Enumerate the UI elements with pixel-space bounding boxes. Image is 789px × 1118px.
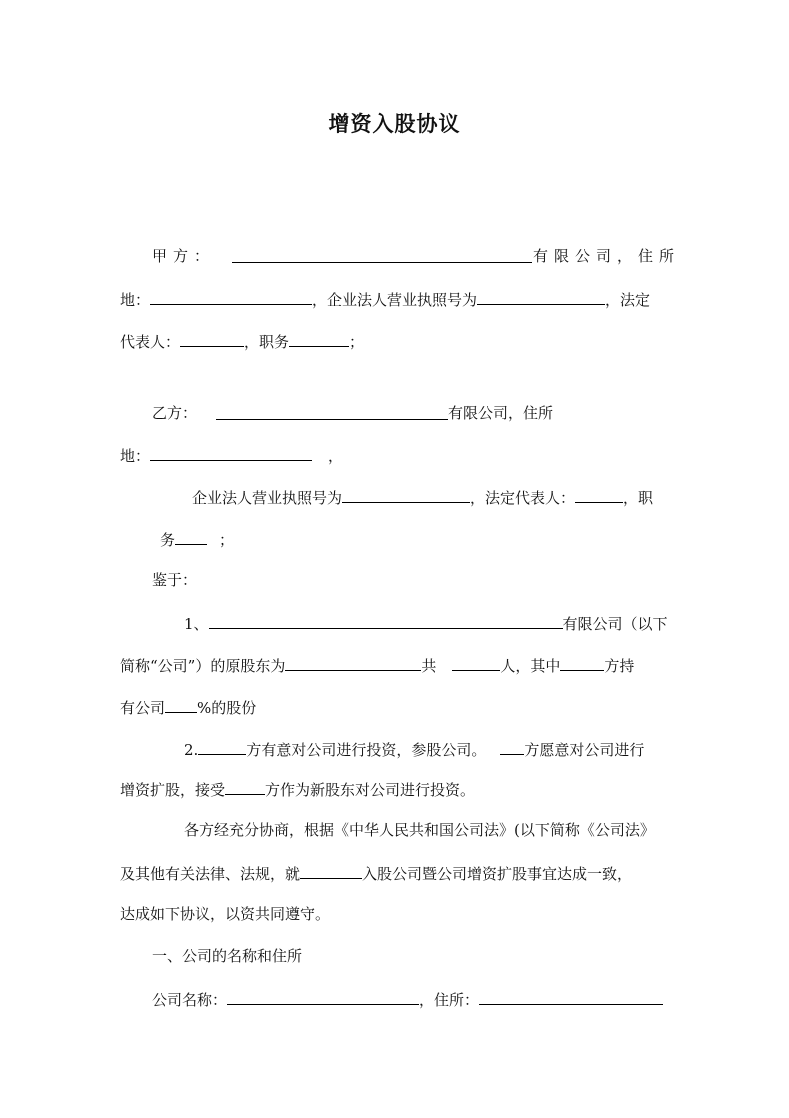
section1-name-label: 公司名称： [152, 991, 228, 1009]
section1-company-name-field[interactable] [227, 988, 419, 1005]
party-b-position-line [160, 528, 234, 550]
clause1-line2-d: 方持 [604, 657, 635, 675]
clause2-line2 [120, 778, 475, 800]
negotiation-line1: 各方经充分协商，根据《中华人民共和国公司法》(以下简称《公司法》 [184, 821, 655, 839]
negotiation-investor-field[interactable] [300, 862, 362, 879]
party-b-position-start: ，职 [623, 489, 654, 507]
party-a-position-field[interactable] [289, 330, 349, 347]
clause1-line2-b: 共 [421, 657, 437, 675]
clause1-shareholders-field[interactable] [285, 654, 421, 671]
party-b-label: 乙方： [152, 404, 198, 422]
clause1-percent-field[interactable] [165, 696, 197, 713]
party-b-end-mark: ； [219, 531, 235, 549]
party-b-address-field[interactable] [150, 444, 312, 461]
party-a-address-prefix: 地： [120, 291, 151, 309]
party-b-license-line [192, 486, 653, 508]
clause2-line1 [184, 738, 644, 760]
party-b-company-field[interactable] [216, 403, 448, 425]
whereas-heading: 鉴于： [152, 571, 198, 589]
party-b-position-field[interactable] [175, 528, 207, 545]
clause1-line3-a: 有公司 [120, 699, 166, 717]
party-b-address-prefix: 地： [120, 447, 151, 465]
party-a-rep-prefix: 代表人： [120, 333, 181, 351]
party-a-legal-rep-label: ，法定 [605, 291, 651, 309]
clause2-new-shareholder-field[interactable] [225, 778, 265, 795]
negotiation-line2-b: 入股公司暨公司增资扩股事宜达成一致， [362, 865, 633, 883]
clause2-text-b: 方愿意对公司进行 [524, 741, 645, 759]
section1-heading: 一、公司的名称和住所 [152, 947, 303, 965]
clause1-line2-a: 简称“公司”）的原股东为 [120, 657, 286, 675]
party-b-company-suffix: 有限公司，住所 [448, 404, 554, 422]
negotiation-line3: 达成如下协议，以资共同遵守。 [120, 905, 331, 923]
clause2-line2-a: 增资扩股，接受 [120, 781, 226, 799]
party-b-legal-rep-label: ，法定代表人： [470, 489, 576, 507]
clause2-company-party-field[interactable] [500, 738, 524, 755]
party-a-position-label: ，职务 [244, 333, 290, 351]
party-a-address-line [120, 288, 650, 310]
clause1-line3 [120, 696, 256, 718]
party-a-line [152, 246, 215, 266]
clause2-investor-field[interactable] [198, 738, 246, 755]
party-a-rep-field[interactable] [180, 330, 244, 347]
party-b-license-label: 企业法人营业执照号为 [192, 489, 343, 507]
clause1-line1 [184, 612, 668, 634]
clause2-line2-b: 方作为新股东对公司进行投资。 [265, 781, 476, 799]
party-a-label: 甲方： [152, 247, 216, 265]
party-a-address-field[interactable] [150, 288, 312, 305]
party-b-address-end: ， [328, 447, 344, 465]
party-b-rep-field[interactable] [575, 486, 623, 503]
clause2-num: 2. [184, 741, 199, 759]
clause1-count-field[interactable] [452, 654, 500, 671]
negotiation-line2 [120, 862, 632, 884]
clause1-line2-c: 人，其中 [500, 657, 561, 675]
negotiation-line2-a: 及其他有关法律、法规，就 [120, 865, 301, 883]
party-a-company-field[interactable] [232, 246, 532, 268]
party-a-rep-line [120, 330, 364, 352]
party-a-company-suffix: 有限公司，住所 [533, 247, 681, 265]
document-title: 增资入股协议 [328, 111, 461, 136]
clause1-num: 1、 [184, 615, 209, 633]
party-a-license-label: ，企业法人营业执照号为 [312, 291, 478, 309]
clause1-party-field[interactable] [560, 654, 604, 671]
section1-address-label: ，住所： [419, 991, 480, 1009]
clause1-line3-b: %的股份 [197, 699, 257, 717]
party-a-end-mark: ； [349, 333, 365, 351]
clause1-company-suffix: 有限公司（以下 [562, 615, 668, 633]
party-b-license-field[interactable] [342, 486, 470, 503]
party-b-position-rest: 务 [160, 531, 176, 549]
clause1-company-field[interactable] [209, 612, 563, 629]
party-a-license-field[interactable] [477, 288, 605, 305]
section1-name-line [152, 988, 663, 1010]
section1-address-field[interactable] [479, 988, 663, 1005]
clause1-line2 [120, 654, 634, 676]
clause2-text-a: 方有意对公司进行投资，参股公司。 [246, 741, 487, 759]
party-b-address-line [120, 444, 343, 466]
